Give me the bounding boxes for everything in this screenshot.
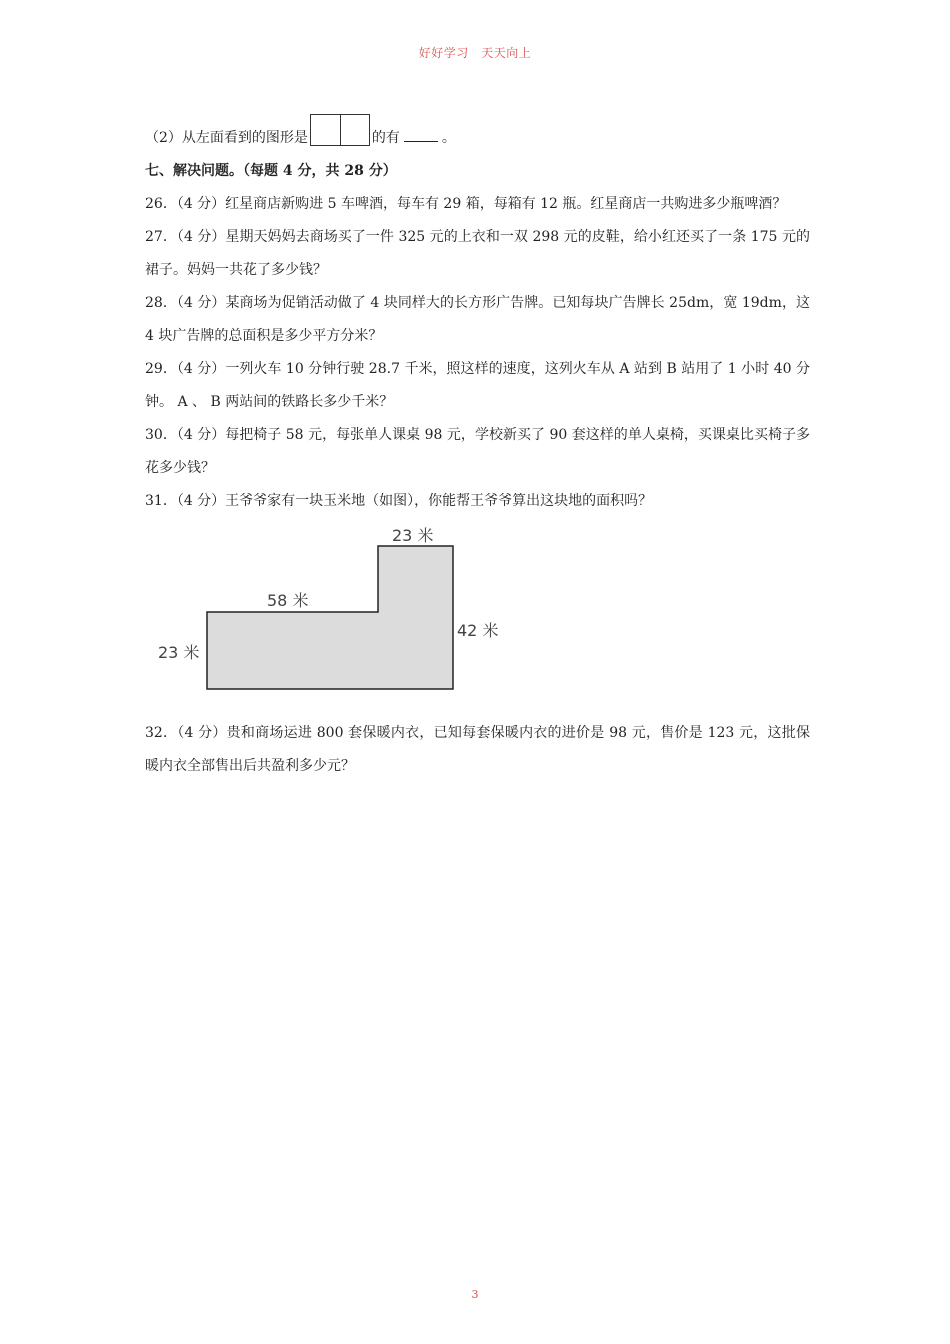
l-shape-diagram bbox=[145, 524, 535, 709]
page-content bbox=[145, 114, 810, 783]
answer-blank bbox=[404, 127, 438, 142]
q25-text-end: 。 bbox=[441, 130, 456, 146]
section-7-title: 七、解决问题。（每题 4 分，共 28 分） bbox=[145, 163, 397, 179]
l-shape bbox=[207, 546, 453, 689]
q25-text-after: 的有 bbox=[371, 130, 400, 146]
question-29: 29．（4 分）一列火车 10 分钟行驶 28.7 千米，照这样的速度，这列火车从 A 站到 B 站用了 1 小时 40 分钟。 A 、 B 两站间的铁路长多少千米？ bbox=[145, 361, 810, 410]
label-right: 42 米 bbox=[457, 621, 499, 640]
page-number: 3 bbox=[471, 1288, 479, 1301]
question-32: 32．（4 分）贵和商场运进 800 套保暖内衣，已知每套保暖内衣的进价是 98 元，售价是 123 元，这批保暖内衣全部售出后共盈利多少元？ bbox=[145, 725, 810, 774]
question-28: 28．（4 分）某商场为促销活动做了 4 块同样大的长方形广告牌。已知每块广告牌长 25dm，宽 19dm，这 4 块广告牌的总面积是多少平方分米？ bbox=[145, 295, 810, 344]
cornfield-figure bbox=[145, 524, 535, 709]
two-square-figure bbox=[310, 114, 370, 146]
question-27: 27．（4 分）星期天妈妈去商场买了一件 325 元的上衣和一双 298 元的皮鞋，给小红还买了一条 175 元的裙子。妈妈一共花了多少钱？ bbox=[145, 229, 810, 278]
question-30: 30．（4 分）每把椅子 58 元，每张单人课桌 98 元，学校新买了 90 套这样的单人桌椅，买课桌比买椅子多花多少钱？ bbox=[145, 427, 810, 476]
question-25-part2 bbox=[145, 114, 810, 155]
label-left: 23 米 bbox=[158, 643, 200, 662]
label-top: 23 米 bbox=[392, 526, 434, 545]
question-31: 31．（4 分）王爷爷家有一块玉米地（如图），你能帮王爷爷算出这块地的面积吗？ bbox=[145, 493, 653, 509]
label-middle: 58 米 bbox=[267, 591, 309, 610]
page-header: 好好学习 天天向上 bbox=[418, 46, 532, 60]
question-26: 26．（4 分）红星商店新购进 5 车啤酒，每车有 29 箱，每箱有 12 瓶。红星商店一共购进多少瓶啤酒？ bbox=[145, 196, 787, 212]
q25-text-before: （2）从左面看到的图形是 bbox=[145, 130, 308, 146]
